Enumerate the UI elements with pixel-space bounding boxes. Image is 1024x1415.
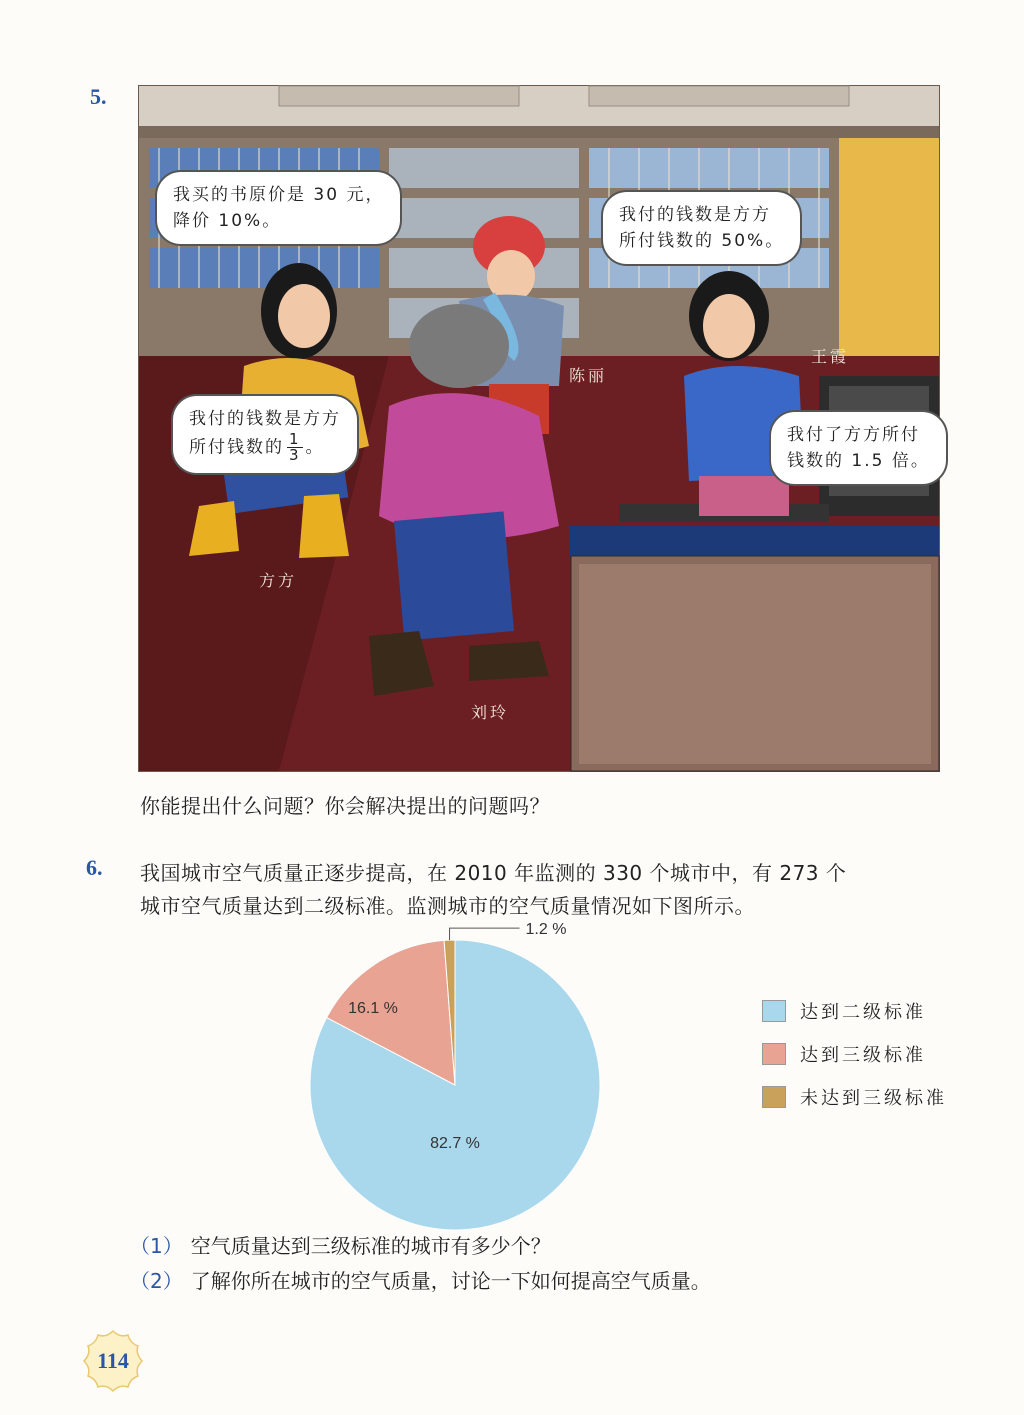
fraction-numerator: 1: [289, 430, 301, 448]
sub-question-2-number: （2）: [130, 1269, 183, 1293]
speech-bubble-liuling: [171, 394, 359, 475]
bubble-wangxia-line1: 我付了方方所付: [787, 425, 920, 445]
page-number-badge: [80, 1328, 146, 1394]
question-5-prompt: 你能提出什么问题？你会解决提出的问题吗？: [140, 794, 550, 818]
pie-label-0: 82.7 %: [430, 1135, 480, 1152]
bubble-liuling-line2-post: 。: [305, 437, 325, 458]
sub-question-1: [130, 1230, 551, 1259]
page-number: 114: [97, 1348, 129, 1373]
name-label-fangfang: 方方: [259, 571, 298, 590]
bubble-chenli-line1: 我付的钱数是方方: [619, 205, 771, 225]
legend-swatch-level2: [762, 1000, 786, 1022]
air-quality-pie-chart: [300, 921, 640, 1220]
pie-legend: [762, 1000, 947, 1129]
fraction-denominator: 3: [289, 446, 301, 464]
legend-label-level2: 达到二级标准: [800, 1002, 926, 1023]
question-6-number: 6.: [86, 855, 103, 880]
sub-question-2-text: 了解你所在城市的空气质量，讨论一下如何提高空气质量。: [190, 1269, 711, 1293]
legend-label-level3: 达到三级标准: [800, 1045, 926, 1066]
bubble-fangfang-line2: 降价 10%。: [173, 211, 282, 231]
legend-swatch-level3: [762, 1043, 786, 1065]
question-6-line1: 我国城市空气质量正逐步提高，在 2010 年监测的 330 个城市中，有 273 个: [140, 861, 847, 885]
bubble-liuling-line1: 我付的钱数是方方: [189, 409, 341, 429]
name-label-wangxia: 王霞: [811, 347, 850, 366]
bookstore-illustration: [138, 85, 940, 772]
bubble-fangfang-line1: 我买的书原价是 30 元，: [173, 185, 385, 205]
name-label-liuling: 刘玲: [471, 703, 510, 722]
sub-question-1-number: （1）: [130, 1234, 183, 1258]
pie-label-1: 16.1 %: [348, 1000, 398, 1017]
bubble-liuling-line2-pre: 所付钱数的: [189, 437, 284, 458]
legend-swatch-below-level3: [762, 1086, 786, 1108]
bubble-chenli-line2: 所付钱数的 50%。: [619, 231, 785, 251]
speech-bubble-fangfang: [155, 170, 402, 246]
legend-item-level3: [762, 1043, 947, 1065]
speech-bubble-wangxia: [769, 410, 948, 486]
pie-label-2: 1.2 %: [525, 921, 567, 939]
legend-label-below-level3: 未达到三级标准: [800, 1088, 947, 1109]
bubble-wangxia-line2: 钱数的 1.5 倍。: [787, 451, 930, 471]
fraction-one-third: [287, 432, 303, 463]
name-label-chenli: 陈丽: [569, 366, 608, 385]
speech-bubble-chenli: [601, 190, 802, 266]
sub-question-2: [130, 1265, 711, 1294]
legend-item-below-level3: [762, 1086, 947, 1108]
question-6-line2: 城市空气质量达到二级标准。监测城市的空气质量情况如下图所示。: [140, 894, 755, 918]
legend-item-level2: [762, 1000, 947, 1022]
pie-leader-line: [450, 928, 520, 940]
question-5-number: 5.: [90, 84, 107, 109]
sub-question-1-text: 空气质量达到三级标准的城市有多少个？: [190, 1234, 551, 1258]
